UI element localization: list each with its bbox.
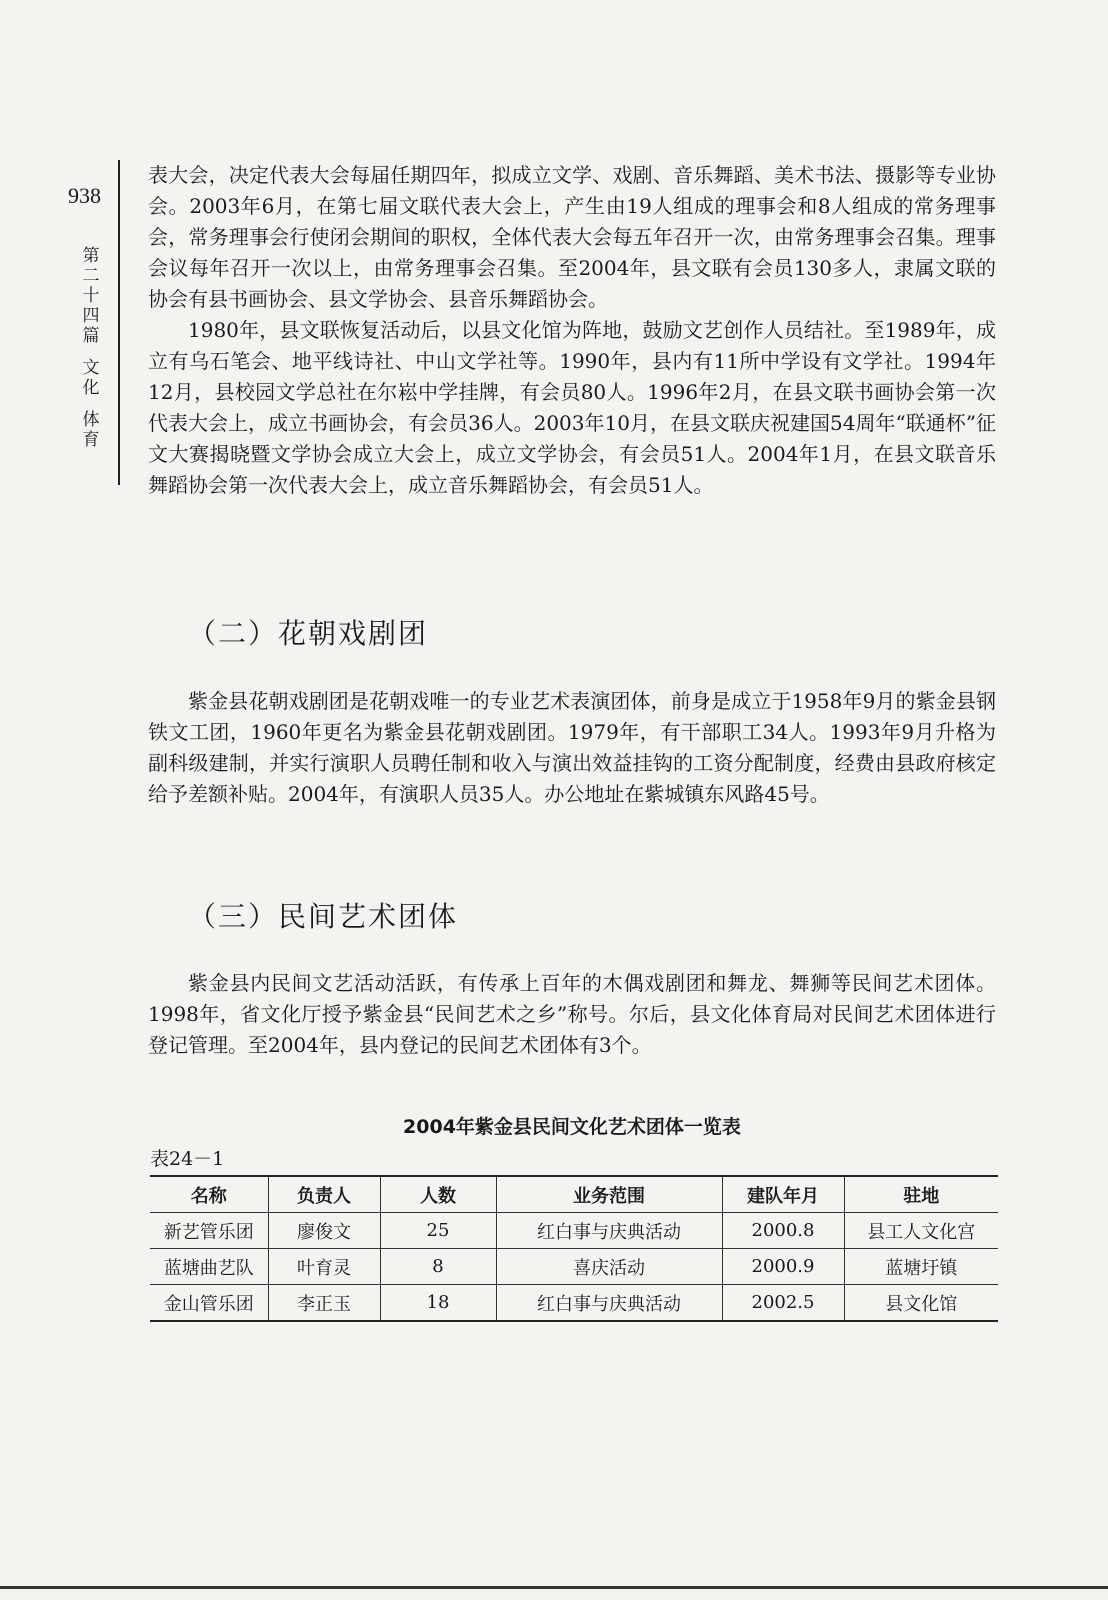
table-row xyxy=(150,1285,998,1322)
column-header-founded: 建队年月 xyxy=(722,1176,844,1213)
federation-paragraph-2: 1980年，县文联恢复活动后，以县文化馆为阵地，鼓励文艺创作人员结社。至1989年，成立有乌石笔会、地平线诗社、中山文学社等。1990年，县内有11所中学设有文学社。1994年12月，县校园文学总社在尔崧中学挂牌，有会员80人。1996年2月，在县文联书画协会第一次代表大会上，成立书画协会，有会员36人。2003年10月，在县文联庆祝建国54周年“联通杯”征文大赛揭晓暨文学协会成立大会上，成立文学协会，有会员51人。2004年1月，在县文联音乐舞蹈协会第一次代表大会上，成立音乐舞蹈协会，有会员51人。 xyxy=(148,318,996,497)
table-cell: 2000.9 xyxy=(722,1249,844,1285)
chapter-tab-char: 篇 xyxy=(82,326,100,346)
section-heading-opera-troupe: （二）花朝戏剧团 xyxy=(188,617,429,650)
chapter-tab-gap xyxy=(80,346,102,358)
chapter-tab-gap xyxy=(80,398,102,410)
table-cell: 蓝塘圩镇 xyxy=(844,1249,998,1285)
table-cell: 县工人文化宫 xyxy=(844,1213,998,1249)
table-row xyxy=(150,1249,998,1285)
page-bottom-border xyxy=(0,1586,1108,1589)
table-cell: 叶育灵 xyxy=(268,1249,380,1285)
column-header-leader: 负责人 xyxy=(268,1176,380,1213)
chapter-tab-char: 育 xyxy=(82,430,100,450)
chapter-tab-char: 文 xyxy=(82,358,100,378)
federation-paragraph-1: 表大会，决定代表大会每届任期四年，拟成立文学、戏剧、音乐舞蹈、美术书法、摄影等专业协会。2003年6月，在第七届文联代表大会上，产生由19人组成的理事会和8人组成的常务理事会，常务理事会行使闭会期间的职权，全体代表大会每五年召开一次，由常务理事会召集。理事会议每年召开一次以上，由常务理事会召集。至2004年，县文联有会员130多人，隶属文联的协会有县书画协会、县文学协会、县音乐舞蹈协会。 xyxy=(148,163,996,311)
table-cell: 县文化馆 xyxy=(844,1285,998,1322)
chapter-tab xyxy=(80,246,102,450)
chapter-tab-char: 体 xyxy=(82,410,100,430)
table-cell: 喜庆活动 xyxy=(496,1249,722,1285)
chapter-tab-char: 四 xyxy=(82,306,100,326)
chapter-tab-char: 化 xyxy=(82,378,100,398)
opera-troupe-text-block xyxy=(148,686,996,810)
table-cell: 红白事与庆典活动 xyxy=(496,1213,722,1249)
table-header-row xyxy=(150,1176,998,1213)
folk-art-groups-table xyxy=(150,1175,998,1322)
column-header-scope: 业务范围 xyxy=(496,1176,722,1213)
table-cell: 18 xyxy=(380,1285,496,1322)
table-cell: 2000.8 xyxy=(722,1213,844,1249)
folk-art-text-block xyxy=(148,968,996,1061)
table-title: 2004年紫金县民间文化艺术团体一览表 xyxy=(403,1116,741,1138)
column-header-location: 驻地 xyxy=(844,1176,998,1213)
column-header-name: 名称 xyxy=(150,1176,268,1213)
opera-troupe-paragraph: 紫金县花朝戏剧团是花朝戏唯一的专业艺术表演团体，前身是成立于1958年9月的紫金县钢铁文工团，1960年更名为紫金县花朝戏剧团。1979年，有干部职工34人。1993年9月升格为副科级建制，并实行演职人员聘任制和收入与演出效益挂钩的工资分配制度，经费由县政府核定给予差额补贴。2004年，有演职人员35人。办公地址在紫城镇东风路45号。 xyxy=(148,689,996,806)
table-cell: 廖俊文 xyxy=(268,1213,380,1249)
section-heading-folk-art-groups: （三）民间艺术团体 xyxy=(188,900,459,933)
chapter-tab-char: 第 xyxy=(82,246,100,266)
chapter-tab-char: 二 xyxy=(82,266,100,286)
table-cell: 25 xyxy=(380,1213,496,1249)
table-cell: 红白事与庆典活动 xyxy=(496,1285,722,1322)
margin-rule xyxy=(118,160,120,485)
table-cell: 李正玉 xyxy=(268,1285,380,1322)
federation-text-block xyxy=(148,160,996,501)
table-cell: 2002.5 xyxy=(722,1285,844,1322)
chapter-tab-char: 十 xyxy=(82,286,100,306)
table-row xyxy=(150,1213,998,1249)
table-cell: 蓝塘曲艺队 xyxy=(150,1249,268,1285)
folk-art-paragraph: 紫金县内民间文艺活动活跃，有传承上百年的木偶戏剧团和舞龙、舞狮等民间艺术团体。1998年，省文化厅授予紫金县“民间艺术之乡”称号。尔后，县文化体育局对民间艺术团体进行登记管理。至2004年，县内登记的民间艺术团体有3个。 xyxy=(148,971,996,1057)
table-number: 表24－1 xyxy=(150,1148,225,1170)
table-cell: 金山管乐团 xyxy=(150,1285,268,1322)
column-header-members: 人数 xyxy=(380,1176,496,1213)
table-cell: 8 xyxy=(380,1249,496,1285)
page-number: 938 xyxy=(68,183,101,208)
table-cell: 新艺管乐团 xyxy=(150,1213,268,1249)
